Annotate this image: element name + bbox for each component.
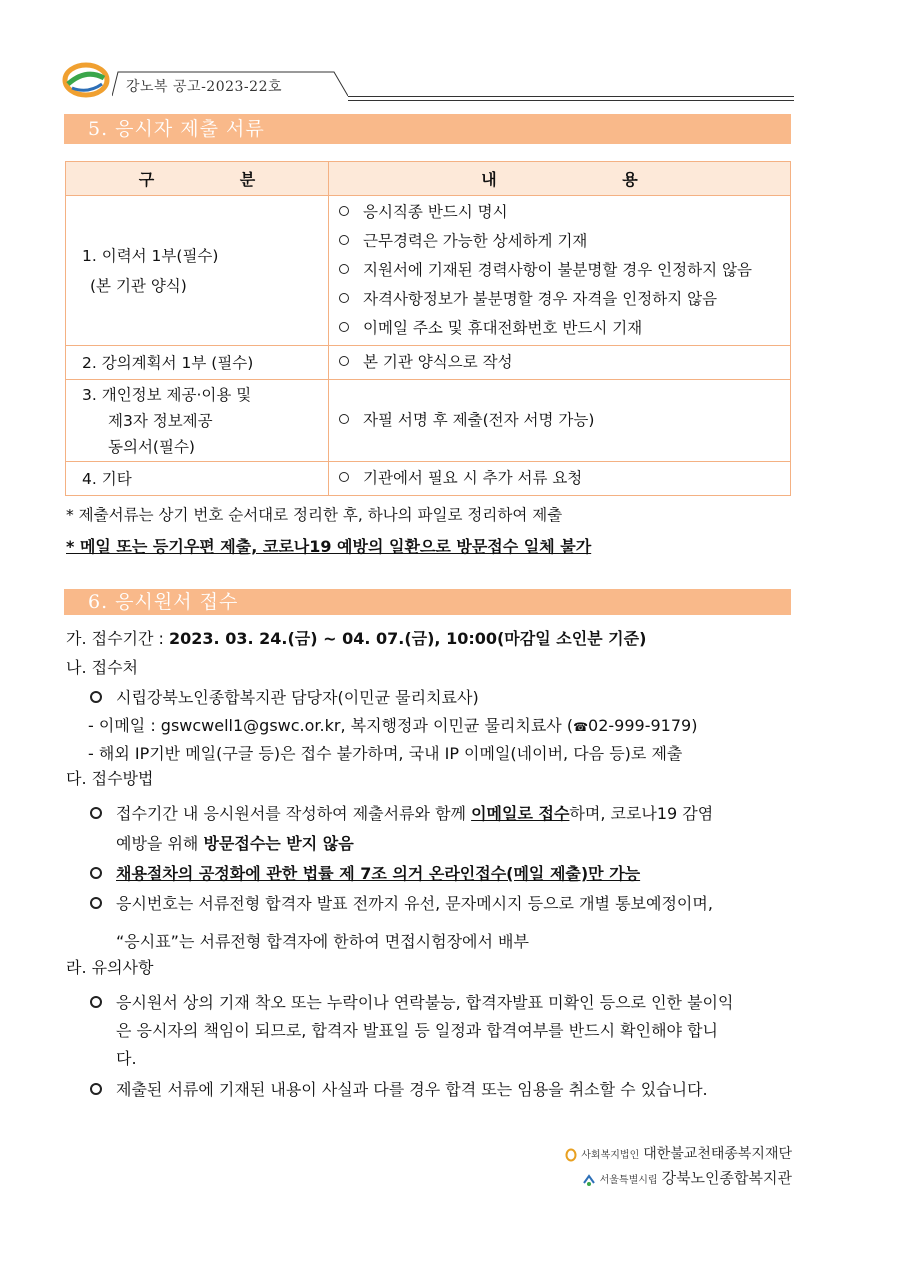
submission-note: * 제출서류는 상기 번호 순서대로 정리한 후, 하나의 파일로 정리하여 제출	[66, 506, 563, 524]
row-content	[329, 346, 791, 380]
document-number: 강노복 공고-2023-22호	[126, 79, 282, 95]
row-label-line: 2. 강의계획서 1부 (필수)	[82, 353, 254, 372]
circle-bullet-icon	[339, 206, 349, 216]
list-item: 기관에서 필요 시 추가 서류 요청	[339, 464, 790, 493]
table-row	[66, 346, 791, 380]
circle-bullet-icon	[90, 996, 102, 1008]
email-address: gswcwell1@gswc.or.kr	[160, 716, 341, 735]
circle-bullet-icon	[339, 235, 349, 245]
row-label-line: 3. 개인정보 제공·이용 및	[82, 385, 252, 404]
document-header	[62, 62, 794, 104]
circle-bullet-icon	[90, 807, 102, 819]
row-label	[66, 346, 329, 380]
list-item: 응시직종 반드시 명시	[339, 198, 790, 227]
list-item: 근무경력은 가능한 상세하게 기재	[339, 227, 790, 256]
header-rule	[348, 96, 794, 97]
contact-email-line: - 이메일 : gswcwell1@gswc.or.kr, 복지행정과 이민균 물리치료사 (☎02-999-9179)	[88, 716, 698, 735]
row-label	[66, 196, 329, 346]
application-period: 가. 접수기간 : 2023. 03. 24.(금) ~ 04. 07.(금), 10:00(마감일 소인분 기준)	[66, 629, 647, 648]
foundation-logo-icon	[565, 1148, 577, 1162]
table-row	[66, 196, 791, 346]
row-content	[329, 462, 791, 496]
method-item: 응시번호는 서류전형 합격자 발표 전까지 유선, 문자메시지 등으로 개별 통보예정이며,	[90, 891, 713, 914]
column-header-category: 구 분	[66, 162, 329, 196]
header-rule	[348, 100, 794, 101]
circle-bullet-icon	[339, 472, 349, 482]
circle-bullet-icon	[90, 1083, 102, 1095]
row-label-line: 4. 기타	[82, 469, 132, 488]
footer-org-foundation: 사회복지법인 대한불교천태종복지재단	[565, 1142, 792, 1166]
column-header-content: 내 용	[329, 162, 791, 196]
method-item-continued: “응시표”는 서류전형 합격자에 한하여 면접시험장에서 배부	[116, 932, 529, 951]
reception-method-label: 다. 접수방법	[66, 769, 154, 788]
list-item: 자필 서명 후 제출(전자 서명 가능)	[339, 406, 790, 435]
row-label-line: 동의서(필수)	[108, 437, 195, 456]
row-label-line: 1. 이력서 1부(필수)	[82, 246, 219, 265]
method-item: 채용절차의 공정화에 관한 법률 제 7조 의거 온라인접수(메일 제출)만 가능	[90, 861, 640, 884]
caution-label: 라. 유의사항	[66, 958, 154, 977]
method-item: 접수기간 내 응시원서를 작성하여 제출서류와 함께 이메일로 접수하며, 코로나19 감염	[90, 801, 713, 824]
caution-item-continued: 은 응시자의 책임이 되므로, 합격자 발표일 등 일정과 합격여부를 반드시 확인해야 합니	[116, 1021, 718, 1040]
circle-bullet-icon	[90, 867, 102, 879]
list-item: 지원서에 기재된 경력사항이 불분명할 경우 인정하지 않음	[339, 256, 790, 285]
section-5-title: 5. 응시자 제출 서류	[64, 114, 791, 144]
circle-bullet-icon	[90, 691, 102, 703]
row-label-line: 제3자 정보제공	[108, 411, 213, 430]
welfare-center-logo-icon	[582, 1173, 596, 1187]
circle-bullet-icon	[339, 356, 349, 366]
table-row	[66, 380, 791, 462]
circle-bullet-icon	[339, 264, 349, 274]
footer-org-welfare-center: 서울특별시립 강북노인종합복지관	[565, 1166, 792, 1190]
row-label	[66, 380, 329, 462]
organization-logo-icon	[62, 62, 110, 98]
caution-item-continued: 다.	[116, 1049, 137, 1068]
list-item: 자격사항정보가 불분명할 경우 자격을 인정하지 않음	[339, 285, 790, 314]
caution-item: 제출된 서류에 기재된 내용이 사실과 다를 경우 합격 또는 임용을 취소할 수 있습니다.	[90, 1077, 708, 1100]
list-item: 본 기관 양식으로 작성	[339, 348, 790, 377]
table-header-row	[66, 162, 791, 196]
row-content	[329, 380, 791, 462]
circle-bullet-icon	[339, 322, 349, 332]
overseas-email-note: - 해외 IP기반 메일(구글 등)은 접수 불가하며, 국내 IP 이메일(네이버, 다음 등)로 제출	[88, 744, 683, 763]
reception-place-label: 나. 접수처	[66, 658, 138, 677]
reception-place-item: 시립강북노인종합복지관 담당자(이민균 물리치료사)	[90, 685, 479, 708]
method-item-continued: 예방을 위해 방문접수는 받지 않음	[116, 834, 354, 853]
row-content	[329, 196, 791, 346]
circle-bullet-icon	[339, 414, 349, 424]
circle-bullet-icon	[339, 293, 349, 303]
table-row	[66, 462, 791, 496]
required-documents-table	[65, 161, 791, 496]
footer-organizations	[565, 1142, 792, 1190]
circle-bullet-icon	[90, 897, 102, 909]
list-item: 이메일 주소 및 휴대전화번호 반드시 기재	[339, 314, 790, 343]
submission-warning: * 메일 또는 등기우편 제출, 코로나19 예방의 일환으로 방문접수 일체 불가	[66, 537, 592, 556]
row-label	[66, 462, 329, 496]
phone-icon: ☎	[573, 720, 589, 734]
section-6-title: 6. 응시원서 접수	[64, 589, 791, 615]
row-label-line: (본 기관 양식)	[90, 276, 187, 295]
caution-item: 응시원서 상의 기재 착오 또는 누락이나 연락불능, 합격자발표 미확인 등으로 인한 불이익	[90, 990, 733, 1013]
